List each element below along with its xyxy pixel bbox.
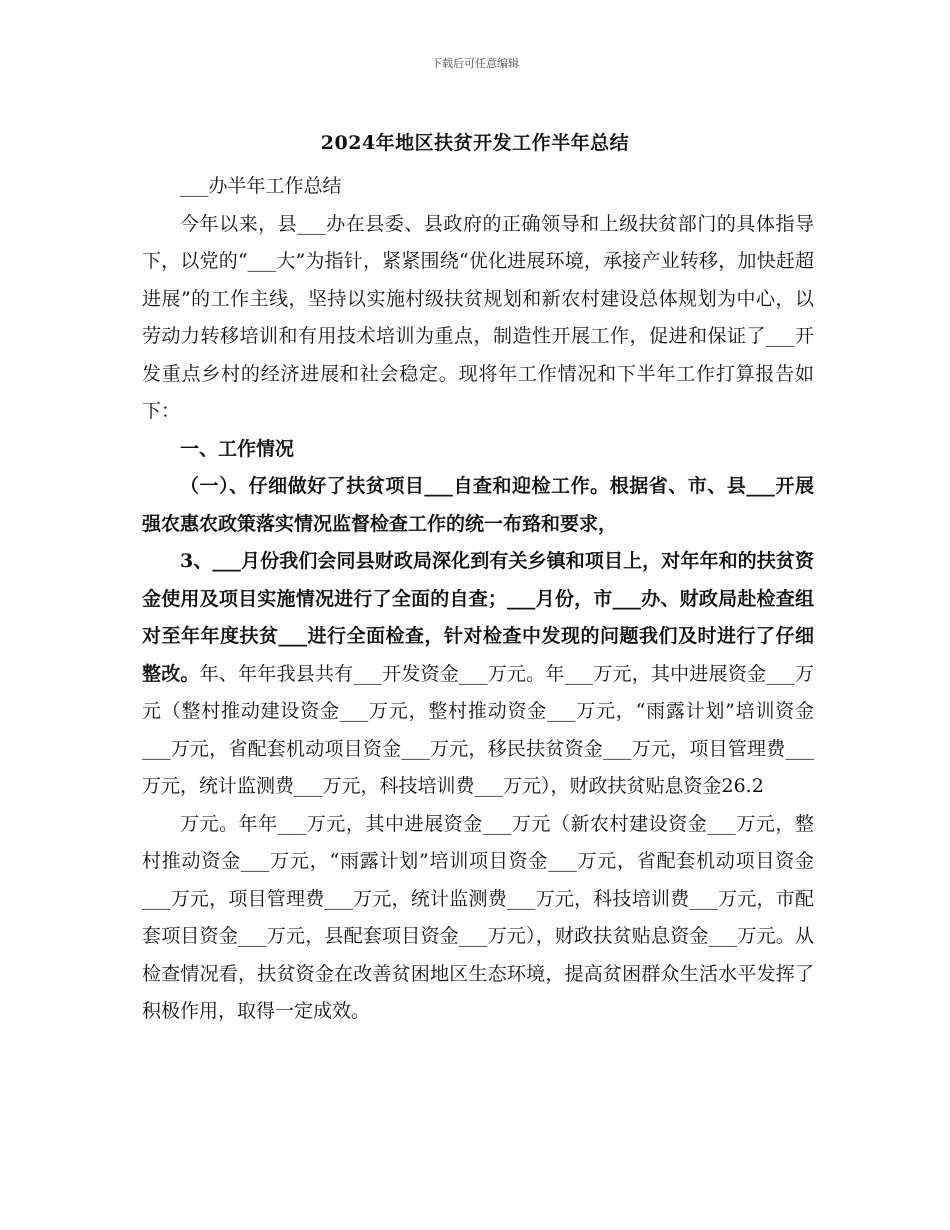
subsection-heading-self-inspection: （一）、仔细做好了扶贫项目___自查和迎检工作。根据省、市、县___开展强农惠农政策落实情况监督检查工作的统一布臵和要求， (142, 475, 814, 535)
paragraph-funds-inspection (142, 543, 814, 806)
paragraph-funds-summary: 万元。年年___万元，其中进展资金___万元（新农村建设资金___万元，整村推动资金___万元，“雨露计划”培训项目资金___万元，省配套机动项目资金___万元，项目管理费___万元，统计监测费___万元，科技培训费___万元，市配套项目资金___万元，县配套项目资金___万元），财政扶贫贴息资金___万元。从检查情况看，扶贫资金在改善贫困地区生态环境，提高贫困群众生活水平发挥了积极作用，取得一定成效。 (142, 812, 814, 1022)
paragraph-funds-inspection-bold: 3、___月份我们会同县财政局深化到有关乡镇和项目上，对年年和的扶贫资金使用及项目实施情况进行了全面的自查；___月份，市___办、财政局赴检查组对至年年度扶贫___进行全面检查，针对检查中发现的问题我们及时进行了仔细整改。 (142, 550, 814, 685)
paragraph-funds-detail: 年、年年我县共有___开发资金___万元。年___万元，其中进展资金___万元（整村推动建设资金___万元，整村推动资金___万元，“雨露计划”培训资金___万元，省配套机动项目资金___万元，移民扶贫资金___万元，项目管理费___万元，统计监测费___万元，科技培训费___万元），财政扶贫贴息资金26.2 (142, 662, 814, 797)
paragraph-intro: 今年以来，县___办在县委、县政府的正确领导和上级扶贫部门的具体指导下，以党的“___大”为指针，紧紧围绕“优化进展环境，承接产业转移，加快赶超进展”的工作主线，坚持以实施村级扶贫规划和新农村建设总体规划为中心，以劳动力转移培训和有用技术培训为重点，制造性开展工作，促进和保证了___开发重点乡村的经济进展和社会稳定。现将年工作情况和下半年工作打算报告如下： (142, 212, 814, 422)
document-body (142, 168, 814, 1031)
page-header-note: 下载后可任意编辑 (431, 57, 519, 70)
section-heading-work-status: 一、工作情况 (180, 437, 295, 460)
document-title: 2024年地区扶贫开发工作半年总结 (320, 132, 630, 154)
paragraph-office-summary: ___办半年工作总结 (180, 175, 342, 197)
